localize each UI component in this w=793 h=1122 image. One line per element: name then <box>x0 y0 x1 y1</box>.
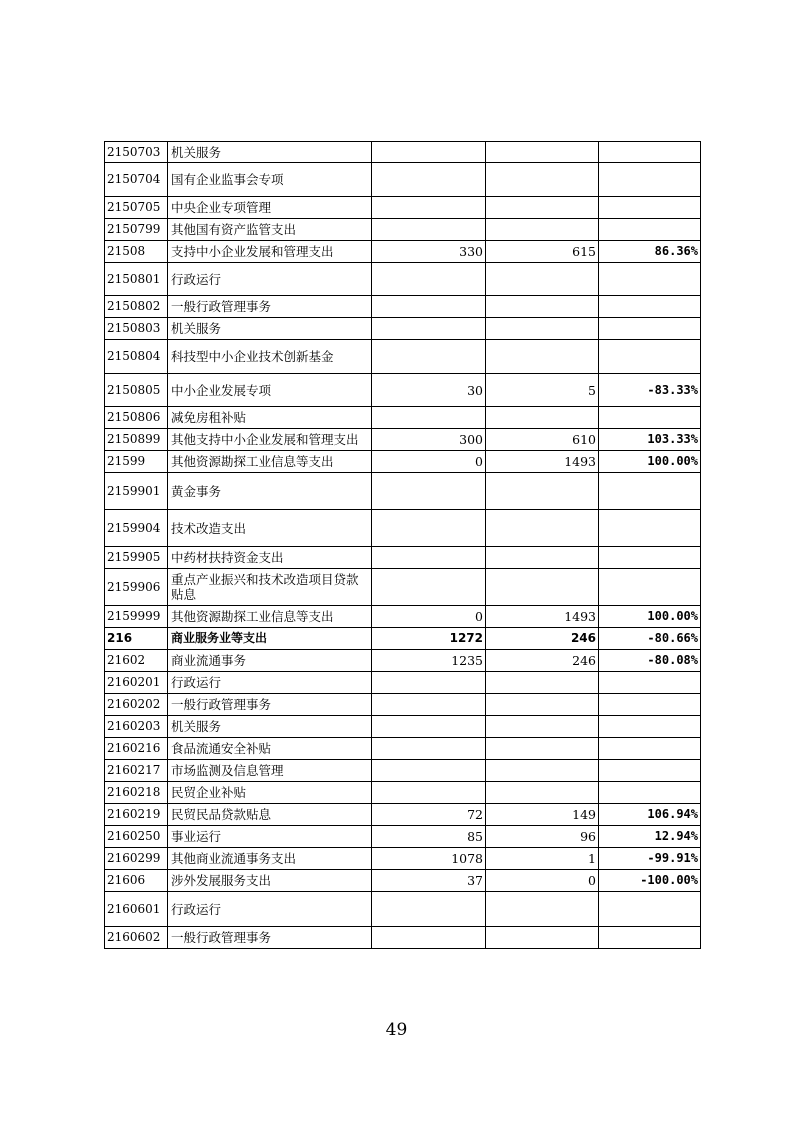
change-percent-cell <box>599 163 701 197</box>
table-row <box>105 142 701 163</box>
value-1-cell <box>372 163 486 197</box>
code-cell: 21606 <box>105 870 168 892</box>
table-row <box>105 804 701 826</box>
code-cell: 2160299 <box>105 848 168 870</box>
change-percent-cell <box>599 738 701 760</box>
name-cell: 一般行政管理事务 <box>168 694 372 716</box>
value-1-cell: 1078 <box>372 848 486 870</box>
change-percent-cell <box>599 219 701 241</box>
value-1-cell <box>372 672 486 694</box>
change-percent-cell <box>599 407 701 429</box>
value-2-cell <box>486 263 599 296</box>
code-cell: 2160601 <box>105 892 168 927</box>
table-row <box>105 738 701 760</box>
code-cell: 2150803 <box>105 318 168 340</box>
table-row <box>105 927 701 949</box>
name-cell: 涉外发展服务支出 <box>168 870 372 892</box>
table-row <box>105 547 701 569</box>
table-row <box>105 569 701 606</box>
value-2-cell: 96 <box>486 826 599 848</box>
code-cell: 2159906 <box>105 569 168 606</box>
change-percent-cell: 106.94% <box>599 804 701 826</box>
name-cell: 其他资源勘探工业信息等支出 <box>168 451 372 473</box>
value-1-cell <box>372 510 486 547</box>
change-percent-cell <box>599 197 701 219</box>
code-cell: 2150804 <box>105 340 168 374</box>
table-row <box>105 716 701 738</box>
name-cell: 科技型中小企业技术创新基金 <box>168 340 372 374</box>
name-cell: 国有企业监事会专项 <box>168 163 372 197</box>
value-2-cell <box>486 197 599 219</box>
change-percent-cell <box>599 716 701 738</box>
table-row <box>105 628 701 650</box>
value-2-cell <box>486 716 599 738</box>
change-percent-cell <box>599 892 701 927</box>
code-cell: 2160217 <box>105 760 168 782</box>
name-cell: 中央企业专项管理 <box>168 197 372 219</box>
name-cell: 食品流通安全补贴 <box>168 738 372 760</box>
table-row <box>105 197 701 219</box>
change-percent-cell: -83.33% <box>599 374 701 407</box>
value-1-cell: 30 <box>372 374 486 407</box>
value-1-cell <box>372 694 486 716</box>
value-1-cell <box>372 927 486 949</box>
table-row <box>105 318 701 340</box>
code-cell: 21508 <box>105 241 168 263</box>
value-2-cell <box>486 927 599 949</box>
value-2-cell: 615 <box>486 241 599 263</box>
value-1-cell <box>372 473 486 510</box>
value-2-cell: 1493 <box>486 451 599 473</box>
value-2-cell <box>486 296 599 318</box>
code-cell: 216 <box>105 628 168 650</box>
table-row <box>105 473 701 510</box>
code-cell: 2160250 <box>105 826 168 848</box>
value-2-cell <box>486 407 599 429</box>
value-2-cell <box>486 760 599 782</box>
table-row <box>105 510 701 547</box>
change-percent-cell: -100.00% <box>599 870 701 892</box>
value-2-cell: 0 <box>486 870 599 892</box>
code-cell: 2160218 <box>105 782 168 804</box>
code-cell: 2150899 <box>105 429 168 451</box>
change-percent-cell <box>599 263 701 296</box>
name-cell: 商业流通事务 <box>168 650 372 672</box>
table-row <box>105 429 701 451</box>
value-1-cell: 37 <box>372 870 486 892</box>
name-cell: 一般行政管理事务 <box>168 927 372 949</box>
table-row <box>105 694 701 716</box>
value-2-cell <box>486 340 599 374</box>
value-2-cell <box>486 569 599 606</box>
name-cell: 减免房租补贴 <box>168 407 372 429</box>
name-cell: 其他资源勘探工业信息等支出 <box>168 606 372 628</box>
value-1-cell: 330 <box>372 241 486 263</box>
table-row <box>105 296 701 318</box>
value-2-cell: 1493 <box>486 606 599 628</box>
value-2-cell <box>486 672 599 694</box>
code-cell: 2150801 <box>105 263 168 296</box>
code-cell: 2150705 <box>105 197 168 219</box>
table-row <box>105 340 701 374</box>
code-cell: 2150704 <box>105 163 168 197</box>
table-row <box>105 782 701 804</box>
value-2-cell: 246 <box>486 650 599 672</box>
code-cell: 2159999 <box>105 606 168 628</box>
table-row <box>105 219 701 241</box>
value-1-cell <box>372 219 486 241</box>
value-2-cell: 610 <box>486 429 599 451</box>
name-cell: 支持中小企业发展和管理支出 <box>168 241 372 263</box>
table-row <box>105 163 701 197</box>
value-1-cell <box>372 340 486 374</box>
change-percent-cell: -99.91% <box>599 848 701 870</box>
code-cell: 21599 <box>105 451 168 473</box>
name-cell: 行政运行 <box>168 672 372 694</box>
name-cell: 民贸民品贷款贴息 <box>168 804 372 826</box>
name-cell: 一般行政管理事务 <box>168 296 372 318</box>
change-percent-cell: 103.33% <box>599 429 701 451</box>
value-1-cell: 1235 <box>372 650 486 672</box>
table-row <box>105 760 701 782</box>
table-row <box>105 407 701 429</box>
value-1-cell: 0 <box>372 606 486 628</box>
code-cell: 2160202 <box>105 694 168 716</box>
value-2-cell <box>486 318 599 340</box>
change-percent-cell <box>599 340 701 374</box>
value-2-cell <box>486 510 599 547</box>
value-1-cell <box>372 142 486 163</box>
change-percent-cell <box>599 142 701 163</box>
value-1-cell <box>372 760 486 782</box>
value-1-cell: 0 <box>372 451 486 473</box>
name-cell: 机关服务 <box>168 142 372 163</box>
name-cell: 市场监测及信息管理 <box>168 760 372 782</box>
change-percent-cell: -80.66% <box>599 628 701 650</box>
code-cell: 2160203 <box>105 716 168 738</box>
change-percent-cell <box>599 927 701 949</box>
change-percent-cell <box>599 510 701 547</box>
value-2-cell <box>486 547 599 569</box>
code-cell: 2150703 <box>105 142 168 163</box>
value-2-cell: 246 <box>486 628 599 650</box>
table-row <box>105 374 701 407</box>
code-cell: 2159904 <box>105 510 168 547</box>
change-percent-cell <box>599 473 701 510</box>
code-cell: 2150802 <box>105 296 168 318</box>
table-row <box>105 870 701 892</box>
name-cell: 行政运行 <box>168 263 372 296</box>
value-2-cell <box>486 694 599 716</box>
value-1-cell <box>372 569 486 606</box>
value-1-cell <box>372 263 486 296</box>
value-2-cell <box>486 892 599 927</box>
value-1-cell: 85 <box>372 826 486 848</box>
name-cell: 重点产业振兴和技术改造项目贷款贴息 <box>168 569 372 606</box>
table-row <box>105 263 701 296</box>
change-percent-cell <box>599 782 701 804</box>
value-1-cell <box>372 738 486 760</box>
budget-expenditure-table <box>104 141 701 949</box>
value-2-cell <box>486 219 599 241</box>
value-1-cell <box>372 407 486 429</box>
code-cell: 2159901 <box>105 473 168 510</box>
value-2-cell: 1 <box>486 848 599 870</box>
code-cell: 2159905 <box>105 547 168 569</box>
value-1-cell: 72 <box>372 804 486 826</box>
value-1-cell <box>372 318 486 340</box>
table-row <box>105 672 701 694</box>
value-2-cell <box>486 142 599 163</box>
value-2-cell <box>486 738 599 760</box>
code-cell: 2150799 <box>105 219 168 241</box>
name-cell: 民贸企业补贴 <box>168 782 372 804</box>
name-cell: 技术改造支出 <box>168 510 372 547</box>
name-cell: 黄金事务 <box>168 473 372 510</box>
change-percent-cell: -80.08% <box>599 650 701 672</box>
table-row <box>105 826 701 848</box>
name-cell: 商业服务业等支出 <box>168 628 372 650</box>
code-cell: 2160216 <box>105 738 168 760</box>
name-cell: 机关服务 <box>168 318 372 340</box>
change-percent-cell <box>599 569 701 606</box>
change-percent-cell <box>599 296 701 318</box>
code-cell: 2160602 <box>105 927 168 949</box>
code-cell: 2160219 <box>105 804 168 826</box>
value-1-cell <box>372 716 486 738</box>
name-cell: 事业运行 <box>168 826 372 848</box>
code-cell: 21602 <box>105 650 168 672</box>
value-1-cell <box>372 197 486 219</box>
change-percent-cell: 86.36% <box>599 241 701 263</box>
table-body <box>105 142 701 949</box>
value-1-cell <box>372 296 486 318</box>
value-2-cell: 5 <box>486 374 599 407</box>
value-2-cell <box>486 782 599 804</box>
value-1-cell <box>372 547 486 569</box>
change-percent-cell <box>599 760 701 782</box>
table-row <box>105 848 701 870</box>
name-cell: 其他国有资产监管支出 <box>168 219 372 241</box>
name-cell: 其他支持中小企业发展和管理支出 <box>168 429 372 451</box>
name-cell: 中药材扶持资金支出 <box>168 547 372 569</box>
code-cell: 2150806 <box>105 407 168 429</box>
change-percent-cell: 12.94% <box>599 826 701 848</box>
change-percent-cell <box>599 694 701 716</box>
name-cell: 其他商业流通事务支出 <box>168 848 372 870</box>
value-1-cell: 300 <box>372 429 486 451</box>
name-cell: 中小企业发展专项 <box>168 374 372 407</box>
value-2-cell <box>486 163 599 197</box>
table-row <box>105 451 701 473</box>
code-cell: 2150805 <box>105 374 168 407</box>
code-cell: 2160201 <box>105 672 168 694</box>
table-row <box>105 241 701 263</box>
value-2-cell: 149 <box>486 804 599 826</box>
value-1-cell <box>372 782 486 804</box>
change-percent-cell <box>599 672 701 694</box>
table-row <box>105 606 701 628</box>
name-cell: 机关服务 <box>168 716 372 738</box>
change-percent-cell: 100.00% <box>599 451 701 473</box>
value-1-cell <box>372 892 486 927</box>
value-1-cell: 1272 <box>372 628 486 650</box>
change-percent-cell <box>599 318 701 340</box>
name-cell: 行政运行 <box>168 892 372 927</box>
table-row <box>105 892 701 927</box>
page-number: 49 <box>385 1020 408 1040</box>
change-percent-cell: 100.00% <box>599 606 701 628</box>
table-row <box>105 650 701 672</box>
value-2-cell <box>486 473 599 510</box>
change-percent-cell <box>599 547 701 569</box>
